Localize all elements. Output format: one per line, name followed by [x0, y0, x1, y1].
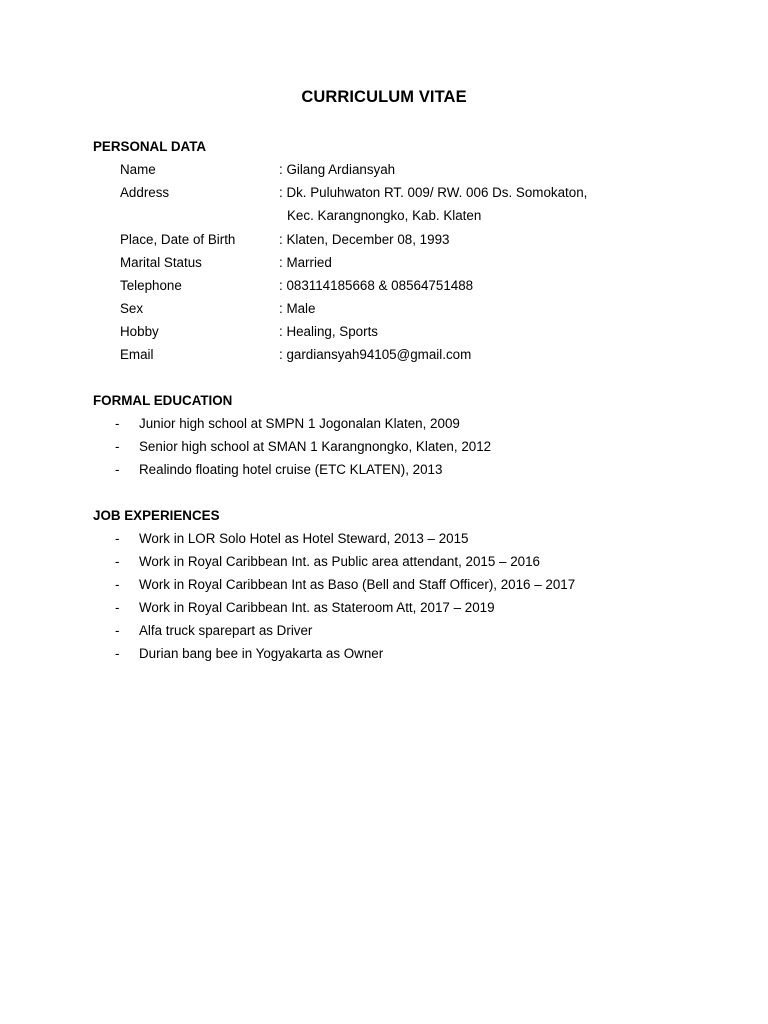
field-label: Address	[120, 185, 170, 200]
list-item-text: Alfa truck sparepart as Driver	[139, 623, 313, 638]
field-label: Telephone	[120, 278, 182, 293]
formal-education-heading: FORMAL EDUCATION	[93, 393, 233, 408]
list-item-text: Work in Royal Caribbean Int. as Public area attendant, 2015 – 2016	[139, 554, 540, 569]
list-bullet: -	[115, 439, 120, 454]
field-label: Email	[120, 347, 154, 362]
list-item-text: Work in Royal Caribbean Int. as Stateroom Att, 2017 – 2019	[139, 600, 495, 615]
list-item-text: Work in LOR Solo Hotel as Hotel Steward, 2013 – 2015	[139, 531, 469, 546]
field-label: Place, Date of Birth	[120, 232, 236, 247]
field-value: : 083114185668 & 08564751488	[279, 278, 474, 293]
personal-data-heading: PERSONAL DATA	[93, 139, 207, 154]
list-bullet: -	[115, 646, 120, 661]
list-item-text: Senior high school at SMAN 1 Karangnongko, Klaten, 2012	[139, 439, 492, 454]
field-label: Name	[120, 162, 156, 177]
job-experiences-heading: JOB EXPERIENCES	[93, 508, 220, 523]
field-value: : Dk. Puluhwaton RT. 009/ RW. 006 Ds. Somokaton,	[279, 185, 588, 200]
field-value: : Gilang Ardiansyah	[279, 162, 396, 177]
list-bullet: -	[115, 554, 120, 569]
list-bullet: -	[115, 600, 120, 615]
document-title: CURRICULUM VITAE	[301, 88, 467, 106]
field-label: Marital Status	[120, 255, 202, 270]
list-bullet: -	[115, 577, 120, 592]
list-bullet: -	[115, 462, 120, 477]
list-item-text: Realindo floating hotel cruise (ETC KLATEN), 2013	[139, 462, 443, 477]
field-value: : Klaten, December 08, 1993	[279, 232, 450, 247]
field-value: : gardiansyah94105@gmail.com	[279, 347, 472, 362]
list-bullet: -	[115, 531, 120, 546]
list-item-text: Durian bang bee in Yogyakarta as Owner	[139, 646, 384, 661]
list-bullet: -	[115, 623, 120, 638]
field-label: Hobby	[120, 324, 159, 339]
field-value: : Healing, Sports	[279, 324, 378, 339]
field-value: : Married	[279, 255, 332, 270]
list-bullet: -	[115, 416, 120, 431]
list-item-text: Work in Royal Caribbean Int as Baso (Bell and Staff Officer), 2016 – 2017	[139, 577, 576, 592]
field-value: : Male	[279, 301, 316, 316]
list-item-text: Junior high school at SMPN 1 Jogonalan Klaten, 2009	[139, 416, 460, 431]
field-value-continuation: Kec. Karangnongko, Kab. Klaten	[287, 208, 482, 223]
field-label: Sex	[120, 301, 144, 316]
